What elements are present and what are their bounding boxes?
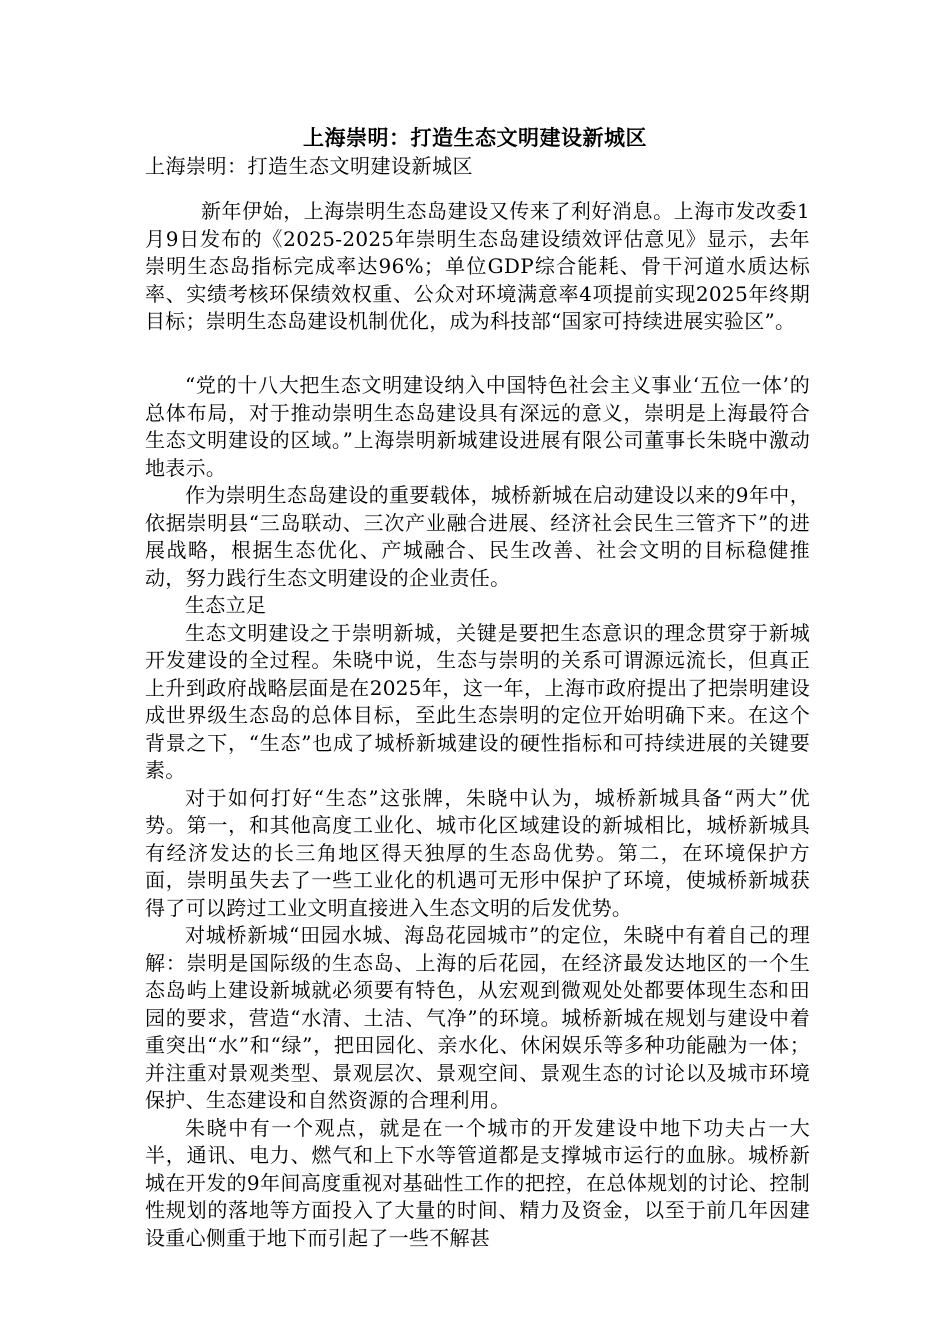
- intro-block: [145, 198, 810, 336]
- paragraph: 新年伊始，上海崇明生态岛建设又传来了利好消息。上海市发改委1月9日发布的《2025-2025年崇明生态岛建设绩效评估意见》显示，去年崇明生态岛指标完成率达96%；单位GDP综合能耗、骨干河道水质达标率、实绩考核环保绩效权重、公众对环境满意率4项提前实现2025年终期目标；崇明生态岛建设机制优化，成为科技部“国家可持续进展实验区”。: [145, 199, 810, 333]
- paragraph: 对城桥新城“田园水城、海岛花园城市”的定位，朱晓中有着自己的理解：崇明是国际级的生态岛、上海的后花园，在经济最发达地区的一个生态岛屿上建设新城就必须要有特色，从宏观到微观处处都要体现生态和田园的要求，营造“水清、土洁、气净”的环境。城桥新城在规划与建设中着重突出“水”和“绿”，把田园化、亲水化、休闲娱乐等多种功能融为一体；并注重对景观类型、景观层次、景观空间、景观生态的讨论以及城市环境保护、生态建设和自然资源的合理利用。: [145, 923, 810, 1112]
- paragraph: 朱晓中有一个观点，就是在一个城市的开发建设中地下功夫占一大半，通讯、电力、燃气和上下水等管道都是支撑城市运行的血脉。城桥新城在开发的9年间高度重视对基础性工作的把控，在总体规划的讨论、控制性规划的落地等方面投入了大量的时间、精力及资金，以至于前几年因建设重心侧重于地下而引起了一些不解甚: [145, 1115, 810, 1250]
- paragraph: 对于如何打好“生态”这张牌，朱晓中认为，城桥新城具备“两大”优势。第一，和其他高度工业化、城市化区域建设的新城相比，城桥新城具有经济发达的长三角地区得天独厚的生态岛优势。第二，在环境保护方面，崇明虽失去了一些工业化的机遇可无形中保护了环境，使城桥新城获得了可以跨过工业文明直接进入生态文明的后发优势。: [145, 785, 810, 920]
- document-title: 上海崇明：打造生态文明建设新城区: [303, 125, 647, 150]
- section-heading: 生态立足: [185, 593, 267, 617]
- document-subtitle: 上海崇明：打造生态文明建设新城区: [145, 154, 473, 178]
- paragraph: “党的十八大把生态文明建设纳入中国特色社会主义事业‘五位一体’的总体布局，对于推动崇明生态岛建设具有深远的意义，崇明是上海最符合生态文明建设的区域。”上海崇明新城建设进展有限公司董事长朱晓中激动地表示。: [145, 373, 810, 480]
- paragraph: 生态文明建设之于崇明新城，关键是要把生态意识的理念贯穿于新城开发建设的全过程。朱晓中说，生态与崇明的关系可谓源远流长，但真正上升到政府战略层面是在2025年，这一年，上海市政府提出了把崇明建设成世界级生态岛的总体目标，至此生态崇明的定位开始明确下来。在这个背景之下，“生态”也成了城桥新城建设的硬性指标和可持续进展的关键要素。: [145, 620, 810, 782]
- paragraph: 作为崇明生态岛建设的重要载体，城桥新城在启动建设以来的9年中，依据崇明县“三岛联动、三次产业融合进展、经济社会民生三管齐下”的进展战略，根据生态优化、产城融合、民生改善、社会文明的目标稳健推动，努力践行生态文明建设的企业责任。: [145, 483, 810, 590]
- main-body: [145, 372, 810, 1252]
